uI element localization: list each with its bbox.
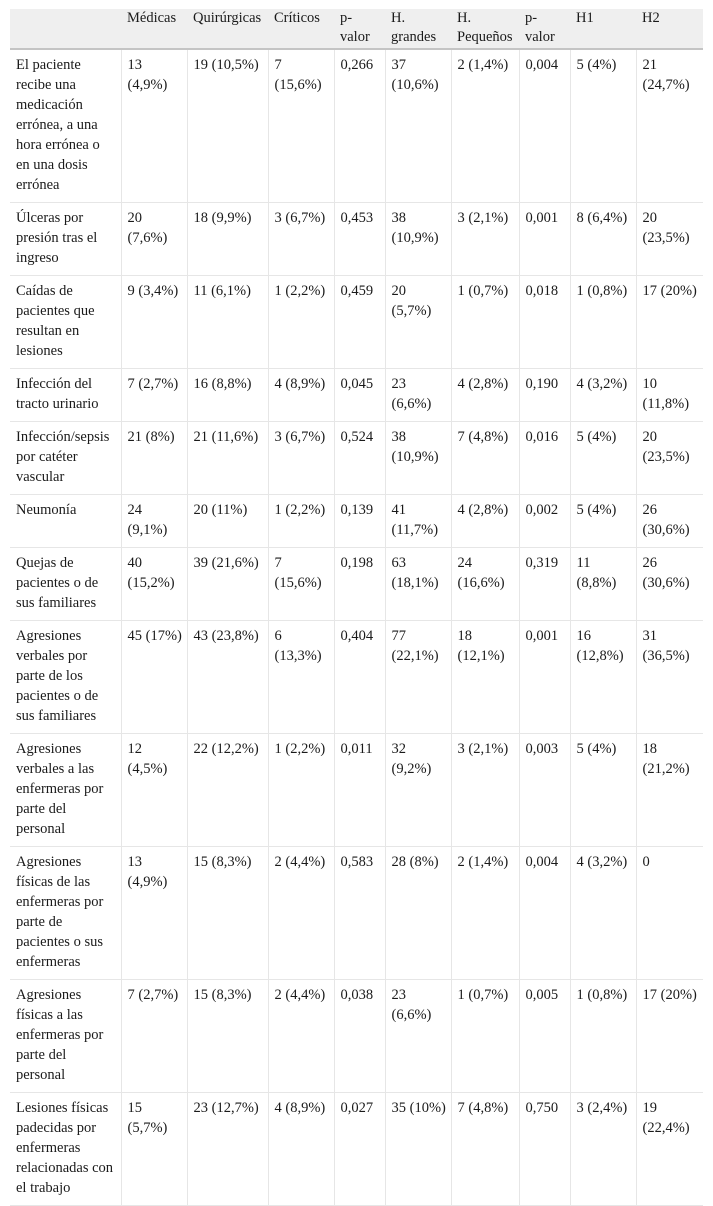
table-cell: 3 (2,1%)	[451, 734, 519, 847]
table-cell: 12 (4,5%)	[121, 734, 187, 847]
table-cell: 2 (4,4%)	[268, 980, 334, 1093]
table-cell: 11 (8,8%)	[570, 548, 636, 621]
column-header: Médicas	[121, 9, 187, 49]
column-header: p-valor	[519, 9, 570, 49]
table-cell: 0,011	[334, 734, 385, 847]
table-cell: 0,583	[334, 847, 385, 980]
table-cell: 38 (10,9%)	[385, 203, 451, 276]
table-cell: 0,018	[519, 276, 570, 369]
table-cell: 18 (21,2%)	[636, 734, 703, 847]
column-header: H. Pequeños	[451, 9, 519, 49]
table-cell: 0,266	[334, 49, 385, 203]
table-cell: 18 (12,1%)	[451, 621, 519, 734]
table-cell: Neumonía	[10, 495, 121, 548]
table-row	[10, 734, 703, 847]
table-cell: 41 (11,7%)	[385, 495, 451, 548]
table-cell: 20 (5,7%)	[385, 276, 451, 369]
table-cell: 23 (12,7%)	[187, 1093, 268, 1206]
table-cell: Caídas de pacientes que resultan en lesiones	[10, 276, 121, 369]
table-cell: 0,001	[519, 621, 570, 734]
table-cell: 3 (6,7%)	[268, 203, 334, 276]
table-cell: 0,038	[334, 980, 385, 1093]
table-cell: 13 (4,9%)	[121, 49, 187, 203]
table-cell: 22 (12,2%)	[187, 734, 268, 847]
table-cell: 26 (30,6%)	[636, 495, 703, 548]
table-row	[10, 548, 703, 621]
table-cell: 4 (8,9%)	[268, 1093, 334, 1206]
table-cell: 5 (4%)	[570, 495, 636, 548]
table-cell: 5 (4%)	[570, 422, 636, 495]
table-cell: 28 (8%)	[385, 847, 451, 980]
table-cell: 1 (0,7%)	[451, 980, 519, 1093]
table-cell: 0,459	[334, 276, 385, 369]
table-cell: El paciente recibe una medicación errónea, a una hora errónea o en una dosis errónea	[10, 49, 121, 203]
table-cell: 40 (15,2%)	[121, 548, 187, 621]
table-cell: 0,404	[334, 621, 385, 734]
table-cell: 7 (2,7%)	[121, 369, 187, 422]
table-cell: 1 (0,8%)	[570, 980, 636, 1093]
table-row	[10, 621, 703, 734]
column-header: H1	[570, 9, 636, 49]
table-cell: 0,005	[519, 980, 570, 1093]
table-cell: 18 (9,9%)	[187, 203, 268, 276]
table-row	[10, 495, 703, 548]
table-cell: 0,003	[519, 734, 570, 847]
table-cell: 32 (9,2%)	[385, 734, 451, 847]
table-cell: 0,002	[519, 495, 570, 548]
table-cell: 3 (6,7%)	[268, 422, 334, 495]
table-cell: 20 (7,6%)	[121, 203, 187, 276]
table-cell: 1 (2,2%)	[268, 734, 334, 847]
table-cell: Quejas de pacientes o de sus familiares	[10, 548, 121, 621]
table-cell: 0,139	[334, 495, 385, 548]
table-cell: 0,001	[519, 203, 570, 276]
table-cell: 15 (8,3%)	[187, 847, 268, 980]
table-cell: 7 (2,7%)	[121, 980, 187, 1093]
table-cell: 4 (3,2%)	[570, 369, 636, 422]
column-header: p-valor	[334, 9, 385, 49]
table-cell: 63 (18,1%)	[385, 548, 451, 621]
table-cell: 24 (16,6%)	[451, 548, 519, 621]
table-cell: 26 (30,6%)	[636, 548, 703, 621]
table-row	[10, 203, 703, 276]
table-cell: Úlceras por presión tras el ingreso	[10, 203, 121, 276]
table-cell: 5 (4%)	[570, 734, 636, 847]
table-cell: 13 (4,9%)	[121, 847, 187, 980]
table-cell: 0,027	[334, 1093, 385, 1206]
table-cell: 2 (1,4%)	[451, 49, 519, 203]
table-cell: 6 (13,3%)	[268, 621, 334, 734]
table-cell: 7 (15,6%)	[268, 548, 334, 621]
table-header-row	[10, 9, 703, 49]
table-cell: 16 (8,8%)	[187, 369, 268, 422]
table-cell: 0,198	[334, 548, 385, 621]
column-header	[10, 9, 121, 49]
table-cell: 0,319	[519, 548, 570, 621]
table-row	[10, 980, 703, 1093]
table-cell: Infección/sepsis por catéter vascular	[10, 422, 121, 495]
table-cell: 77 (22,1%)	[385, 621, 451, 734]
table-cell: 7 (4,8%)	[451, 1093, 519, 1206]
table-cell: 0,004	[519, 847, 570, 980]
table-cell: 35 (10%)	[385, 1093, 451, 1206]
table-cell: Agresiones verbales por parte de los pacientes o de sus familiares	[10, 621, 121, 734]
table-cell: 39 (21,6%)	[187, 548, 268, 621]
table-cell: 0,453	[334, 203, 385, 276]
table-cell: 4 (8,9%)	[268, 369, 334, 422]
table-cell: 4 (2,8%)	[451, 369, 519, 422]
table-cell: 1 (0,7%)	[451, 276, 519, 369]
column-header: Críticos	[268, 9, 334, 49]
table-cell: 3 (2,1%)	[451, 203, 519, 276]
table-cell: Infección del tracto urinario	[10, 369, 121, 422]
table-cell: 23 (6,6%)	[385, 980, 451, 1093]
table-cell: 9 (3,4%)	[121, 276, 187, 369]
column-header: H. grandes	[385, 9, 451, 49]
table-cell: 3 (2,4%)	[570, 1093, 636, 1206]
table-cell: 0	[636, 847, 703, 980]
table-cell: 15 (8,3%)	[187, 980, 268, 1093]
table-cell: 21 (24,7%)	[636, 49, 703, 203]
table-cell: 0,750	[519, 1093, 570, 1206]
table-cell: 1 (2,2%)	[268, 495, 334, 548]
table-cell: 5 (4%)	[570, 49, 636, 203]
table-cell: 0,524	[334, 422, 385, 495]
table-cell: 45 (17%)	[121, 621, 187, 734]
table-cell: 1 (2,2%)	[268, 276, 334, 369]
table-cell: 4 (3,2%)	[570, 847, 636, 980]
table-cell: 21 (11,6%)	[187, 422, 268, 495]
data-table-container	[10, 9, 703, 1206]
table-cell: 11 (6,1%)	[187, 276, 268, 369]
table-cell: Agresiones físicas de las enfermeras por parte de pacientes o sus enfermeras	[10, 847, 121, 980]
table-cell: 7 (4,8%)	[451, 422, 519, 495]
table-cell: Agresiones verbales a las enfermeras por parte del personal	[10, 734, 121, 847]
adverse-events-table	[10, 9, 703, 1206]
table-cell: 8 (6,4%)	[570, 203, 636, 276]
table-row	[10, 369, 703, 422]
table-cell: 2 (4,4%)	[268, 847, 334, 980]
table-cell: 0,190	[519, 369, 570, 422]
table-cell: 10 (11,8%)	[636, 369, 703, 422]
table-cell: 20 (23,5%)	[636, 203, 703, 276]
table-cell: Lesiones físicas padecidas por enfermeras relacionadas con el trabajo	[10, 1093, 121, 1206]
table-cell: 17 (20%)	[636, 276, 703, 369]
table-cell: 2 (1,4%)	[451, 847, 519, 980]
table-cell: 43 (23,8%)	[187, 621, 268, 734]
table-cell: 21 (8%)	[121, 422, 187, 495]
table-cell: 1 (0,8%)	[570, 276, 636, 369]
table-cell: 24 (9,1%)	[121, 495, 187, 548]
table-cell: 20 (11%)	[187, 495, 268, 548]
table-cell: 16 (12,8%)	[570, 621, 636, 734]
table-cell: Agresiones físicas a las enfermeras por parte del personal	[10, 980, 121, 1093]
table-row	[10, 847, 703, 980]
table-cell: 0,045	[334, 369, 385, 422]
column-header: H2	[636, 9, 703, 49]
table-row	[10, 422, 703, 495]
table-cell: 0,016	[519, 422, 570, 495]
table-cell: 19 (10,5%)	[187, 49, 268, 203]
table-row	[10, 1093, 703, 1206]
table-cell: 4 (2,8%)	[451, 495, 519, 548]
table-cell: 0,004	[519, 49, 570, 203]
table-cell: 23 (6,6%)	[385, 369, 451, 422]
table-cell: 31 (36,5%)	[636, 621, 703, 734]
table-cell: 7 (15,6%)	[268, 49, 334, 203]
table-cell: 19 (22,4%)	[636, 1093, 703, 1206]
column-header: Quirúrgicas	[187, 9, 268, 49]
table-row	[10, 49, 703, 203]
table-cell: 17 (20%)	[636, 980, 703, 1093]
table-row	[10, 276, 703, 369]
table-cell: 15 (5,7%)	[121, 1093, 187, 1206]
table-cell: 37 (10,6%)	[385, 49, 451, 203]
table-cell: 38 (10,9%)	[385, 422, 451, 495]
table-cell: 20 (23,5%)	[636, 422, 703, 495]
